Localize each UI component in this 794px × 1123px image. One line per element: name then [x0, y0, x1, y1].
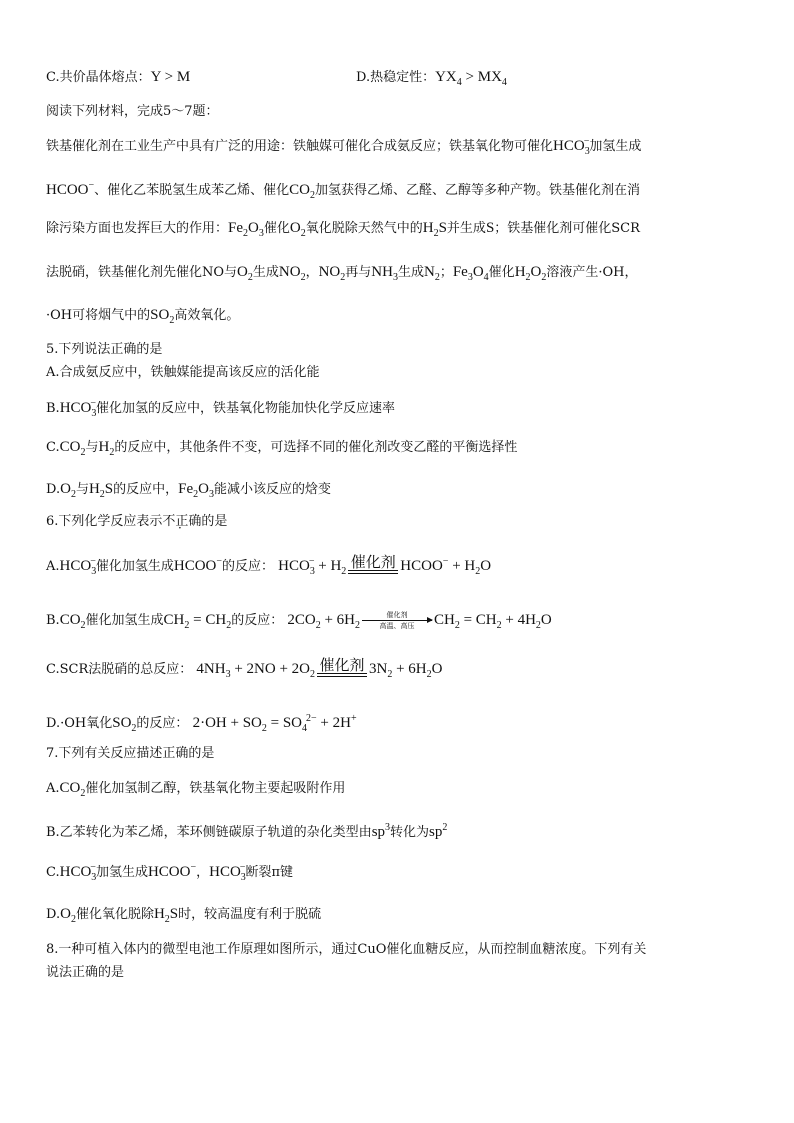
- reaction-arrow: [362, 610, 432, 631]
- stem-emphasis: 不正确: [162, 514, 202, 529]
- passage-text: 并生成: [446, 221, 486, 236]
- q8-stem-line-1: 8.一种可植入体内的微型电池工作原理如图所示，通过CuO催化血糖反应，从而控制血糖浓度。下列有关: [46, 942, 647, 957]
- passage-text: 高效氧化。: [174, 308, 240, 323]
- q6-stem: [46, 512, 227, 532]
- gt-sign: >: [461, 69, 478, 85]
- passage-text: 催化: [263, 221, 290, 236]
- y-gt-m: Y > M: [150, 69, 191, 85]
- catalyst-label: 催化剂: [350, 552, 396, 571]
- option-text: 的反应：: [222, 559, 275, 574]
- option-text: D.·OH氧化: [46, 716, 113, 731]
- option-text: 转化为: [390, 825, 430, 840]
- option-c-melting-point: [46, 67, 190, 88]
- option-text: 催化加氢的反应中，铁基氧化物能加快化学反应速率: [96, 401, 396, 416]
- option-text: 加氢生成: [95, 865, 148, 880]
- option-text: 能减小该反应的焓变: [214, 482, 332, 497]
- passage-line-3: 除污染方面也发挥巨大的作用：$Fe_2O_3$催化$O_2$氧化脱除天然气中的$H_2S$并生成S；铁基催化剂可催化SCR: [46, 220, 640, 239]
- q5-stem: 5.下列说法正确的是: [46, 342, 163, 357]
- passage-line-2: HCOO−、催化乙苯脱氢生成苯乙烯、催化$CO_2$加氢获得乙烯、乙醛、乙醇等多种产物。铁基催化剂在消: [46, 180, 641, 201]
- option-text: B.乙苯转化为苯乙烯，苯环侧链碳原子轨道的杂化类型由: [46, 825, 372, 840]
- passage-text: ；: [439, 265, 453, 280]
- q7-option-d: $D.O_2$催化氧化脱除$H_2S$时，较高温度有利于脱硫: [46, 906, 322, 925]
- q5-option-b: $B.HCO_3^-$催化加氢的反应中，铁基氧化物能加快化学反应速率: [46, 398, 396, 419]
- mx4-formula: MX: [477, 69, 502, 85]
- q8-stem-line-2: 说法正确的是: [46, 965, 125, 980]
- catalyst-equals: [348, 554, 398, 574]
- passage-text: ，: [305, 265, 319, 280]
- passage-text: 铁基催化剂在工业生产中具有广泛的用途：铁触媒可催化合成氨反应；铁基氧化物可催化: [46, 139, 554, 154]
- option-text: 与: [85, 440, 99, 455]
- q7-option-b: B.乙苯转化为苯乙烯，苯环侧链碳原子轨道的杂化类型由$sp^3$转化为$sp^2$: [46, 822, 448, 840]
- q5-option-a: A.合成氨反应中，铁触媒能提高该反应的活化能: [46, 365, 320, 380]
- passage-text: 生成: [252, 265, 279, 280]
- option-text: ，: [196, 865, 210, 880]
- catalyst-label: 催化剂: [319, 655, 365, 674]
- stem-text: 的是: [201, 514, 228, 529]
- passage-line-4: 法脱硝，铁基催化剂先催化NO与$O_2$生成$NO_2$，$NO_2$再与$NH_3$生成$N_2$；$Fe_3O_4$催化$H_2O_2$溶液产生·OH，: [46, 264, 638, 283]
- q6-option-a: $A.HCO_3^-$催化加氢生成HCOO−的反应： $HCO_3^- + H_2$ 催化剂 HCOO− + $H_2O$: [46, 552, 492, 577]
- yx4-formula: YX: [435, 69, 457, 85]
- option-text: 与: [75, 482, 89, 497]
- option-text: 催化氧化脱除: [75, 907, 154, 922]
- option-text: 催化加氢生成: [85, 613, 164, 628]
- catalyst-equals: [317, 657, 367, 677]
- option-text: C.SCR法脱硝的总反应：: [46, 662, 193, 677]
- q5-option-c: $C.CO_2$与$H_2$的反应中，其他条件不变，可选择不同的催化剂改变乙醛的平衡选择性: [46, 439, 518, 458]
- option-text: 的反应：: [136, 716, 189, 731]
- passage-text: ；铁基催化剂可催化SCR: [494, 221, 640, 236]
- q6-option-b: $B.CO_2$催化加氢生成$CH_2 = CH_2$的反应： $2CO_2 + 6H_2$ 催化剂 高温、高压 $CH_2 = CH_2 + 4H_2O$: [46, 611, 552, 631]
- passage-text: 生成: [397, 265, 424, 280]
- passage-line-1: 铁基催化剂在工业生产中具有广泛的用途：铁触媒可催化合成氨反应；铁基氧化物可催化$HCO_3^-$加氢生成: [46, 136, 642, 157]
- reading-instruction: 阅读下列材料，完成5～7题：: [46, 104, 219, 119]
- passage-text: 法脱硝，铁基催化剂先催化NO与: [46, 265, 238, 280]
- q7-stem: 7.下列有关反应描述正确的是: [46, 746, 215, 761]
- passage-text: 溶液产生·OH，: [546, 265, 638, 280]
- q6-option-d: D.·OH氧化$SO_2$的反应： $2\cdot OH + SO_2 = SO_4^{2-} + 2H^+$: [46, 713, 357, 734]
- option-d-label: D.热稳定性：: [356, 70, 436, 85]
- passage-text: 催化: [488, 265, 515, 280]
- option-text: 断裂π键: [245, 865, 293, 880]
- option-text: 催化加氢制乙醇，铁基氧化物主要起吸附作用: [85, 781, 346, 796]
- passage-text: ·OH可将烟气中的: [46, 308, 151, 323]
- option-d-thermal-stability: D.热稳定性：$YX_4 > MX_4$: [356, 69, 507, 88]
- option-text: 的反应：: [231, 613, 284, 628]
- q7-option-c: $C.HCO_3^-$加氢生成HCOO−，$HCO_3^-$断裂π键: [46, 862, 293, 883]
- condition-top: 催化剂: [386, 611, 408, 619]
- option-text: 的反应中，: [113, 482, 179, 497]
- option-text: 的反应中，其他条件不变，可选择不同的催化剂改变乙醛的平衡选择性: [114, 440, 518, 455]
- passage-text: 再与: [345, 265, 372, 280]
- option-text: 催化加氢生成: [95, 559, 174, 574]
- passage-line-5: ·OH可将烟气中的$SO_2$高效氧化。: [46, 307, 240, 326]
- condition-bottom: 高温、高压: [379, 622, 415, 630]
- passage-text: 氧化脱除天然气中的: [305, 221, 423, 236]
- q5-option-d: $D.O_2$与$H_2S$的反应中，$Fe_2O_3$能减小该反应的焓变: [46, 481, 332, 500]
- passage-text: 加氢获得乙烯、乙醛、乙醇等多种产物。铁基催化剂在消: [315, 183, 641, 198]
- q6-option-c: C.SCR法脱硝的总反应： $4NH_3 + 2NO + 2O_2$ 催化剂 $3N_2 + 6H_2O$: [46, 655, 443, 680]
- passage-text: 、催化乙苯脱氢生成苯乙烯、催化: [94, 183, 290, 198]
- option-text: 时，较高温度有利于脱硫: [178, 907, 322, 922]
- passage-text: 除污染方面也发挥巨大的作用：: [46, 221, 229, 236]
- q7-option-a: $A.CO_2$催化加氢制乙醇，铁基氧化物主要起吸附作用: [46, 780, 346, 799]
- option-c-label: C.共价晶体熔点：: [46, 70, 151, 85]
- passage-text: 加氢生成: [589, 139, 642, 154]
- stem-text: 6.下列化学反应表示: [46, 514, 163, 529]
